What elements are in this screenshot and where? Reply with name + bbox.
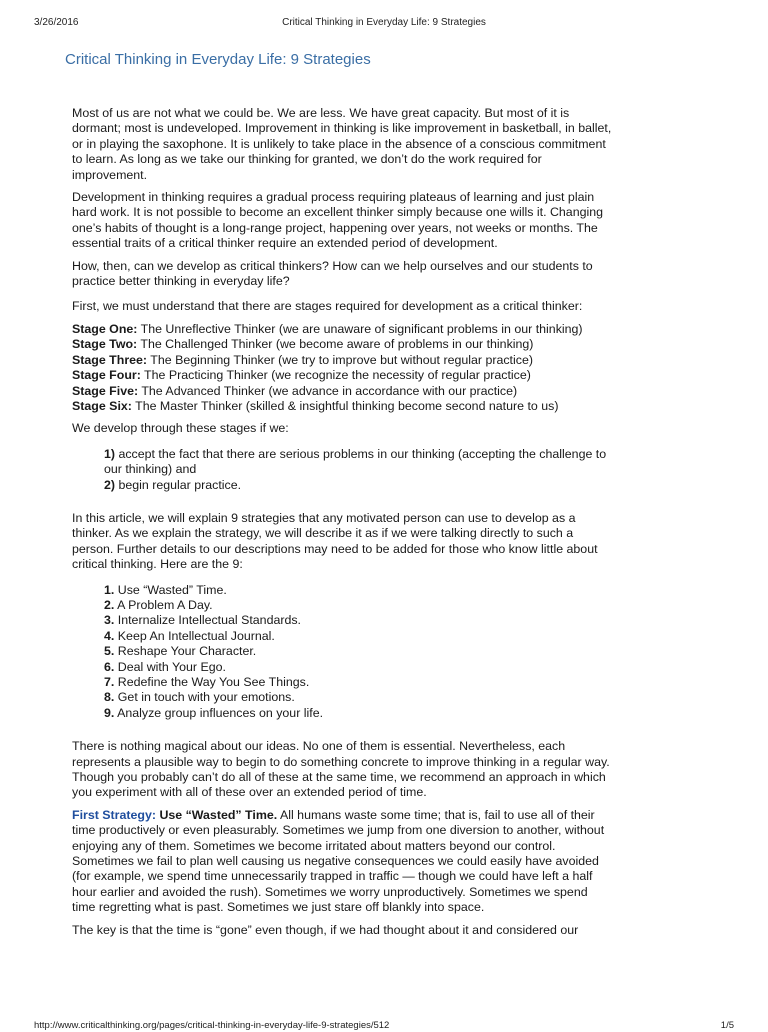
strategy-item: 3. Internalize Intellectual Standards. (104, 613, 302, 628)
paragraph: In this article, we will explain 9 strategies that any motivated person can use to develop as a thinker. As we explain the strategy, we will describe it as if we were talking directly to such a person. Further details to our descriptions may need to be added for those who know little about critical thinking. Here are the 9: (72, 510, 598, 572)
print-date: 3/26/2016 (34, 17, 79, 28)
strategy-item: 5. Reshape Your Character. (104, 644, 257, 659)
page-number: 1/5 (720, 1020, 734, 1031)
paragraph: How, then, can we develop as critical thinkers? How can we help ourselves and our students to practice better thinking in everyday life? (72, 258, 593, 289)
stages-list (72, 322, 614, 414)
stage-item: Stage Four: The Practicing Thinker (we recognize the necessity of regular practice) (72, 368, 531, 383)
first-strategy-text: All humans waste some time; that is, fail to use all of their time productively or even pleasurably. Sometimes we jump from one diversion to another, without enjoying any of them. Sometimes we become irritated about matters beyond our control. Sometimes we fail to plan well causing us negative consequences we could easily have avoided (for example, we spend time unnecessarily trapped in traffic — though we could have left a half hour earlier and avoided the rush). Sometimes we worry unproductively. Sometimes we spend time regretting what is past. Sometimes we just stare off blankly into space. (72, 807, 605, 915)
strategy-item: 7. Redefine the Way You See Things. (104, 675, 310, 689)
paragraph: First, we must understand that there are stages required for development as a critical thinker: (72, 299, 583, 314)
first-strategy-title: Use “Wasted” Time. (156, 807, 278, 822)
first-strategy-label: First Strategy: (72, 807, 156, 822)
stage-item: Stage Five: The Advanced Thinker (we advance in accordance with our practice) (72, 383, 518, 398)
stage-item: Stage Six: The Master Thinker (skilled & insightful thinking become second nature to us) (72, 398, 559, 413)
strategy-item: 4. Keep An Intellectual Journal. (104, 628, 275, 643)
strategy-item: 6. Deal with Your Ego. (104, 659, 226, 674)
paragraph: There is nothing magical about our ideas. No one of them is essential. Nevertheless, each represents a plausible way to begin to do something concrete to improve thinking in a regular way. Though you probably can’t do all of these at the same time, we recommend an approach in which you experiment with all of these over an extended period of time. (72, 739, 610, 800)
steps-list (104, 447, 614, 493)
stage-item: Stage One: The Unreflective Thinker (we are unaware of significant problems in our thinking) (72, 321, 583, 336)
print-url: http://www.criticalthinking.org/pages/critical-thinking-in-everyday-life-9-strategies/512 (34, 1020, 390, 1031)
paragraph: Most of us are not what we could be. We are less. We have great capacity. But most of it is dormant; most is undeveloped. Improvement in thinking is like improvement in basketball, in ballet, or in playing the saxophone. It is unlikely to take place in the absence of a conscious commitment to learn. As long as we take our thinking for granted, we don’t do the work required for improvement. (72, 106, 612, 182)
step-item: 2) begin regular practice. (104, 477, 242, 492)
step-item: 1) accept the fact that there are serious problems in our thinking (accepting the challenge to our thinking) and (104, 446, 607, 477)
strategy-item: 9. Analyze group influences on your life. (104, 705, 324, 720)
stage-item: Stage Two: The Challenged Thinker (we become aware of problems in our thinking) (72, 337, 534, 352)
print-header-title: Critical Thinking in Everyday Life: 9 Strategies (282, 17, 486, 28)
print-footer (34, 1020, 734, 1032)
strategy-item: 2. A Problem A Day. (104, 597, 213, 612)
paragraph: The key is that the time is “gone” even though, if we had thought about it and considered our (72, 922, 579, 937)
print-header (34, 17, 734, 31)
first-strategy-paragraph (72, 808, 614, 916)
strategies-list (104, 583, 614, 722)
strategy-item: 8. Get in touch with your emotions. (104, 690, 295, 705)
article-body (72, 106, 614, 945)
paragraph: We develop through these stages if we: (72, 421, 289, 436)
paragraph: Development in thinking requires a gradual process requiring plateaus of learning and just plain hard work. It is not possible to become an excellent thinker simply because one wills it. Changing one’s habits of thought is a long-range project, happening over years, not weeks or months. The essential traits of a critical thinker require an extended period of development. (72, 190, 604, 251)
strategy-item: 1. Use “Wasted” Time. (104, 582, 227, 597)
page-title: Critical Thinking in Everyday Life: 9 Strategies (65, 51, 371, 68)
stage-item: Stage Three: The Beginning Thinker (we try to improve but without regular practice) (72, 352, 533, 367)
